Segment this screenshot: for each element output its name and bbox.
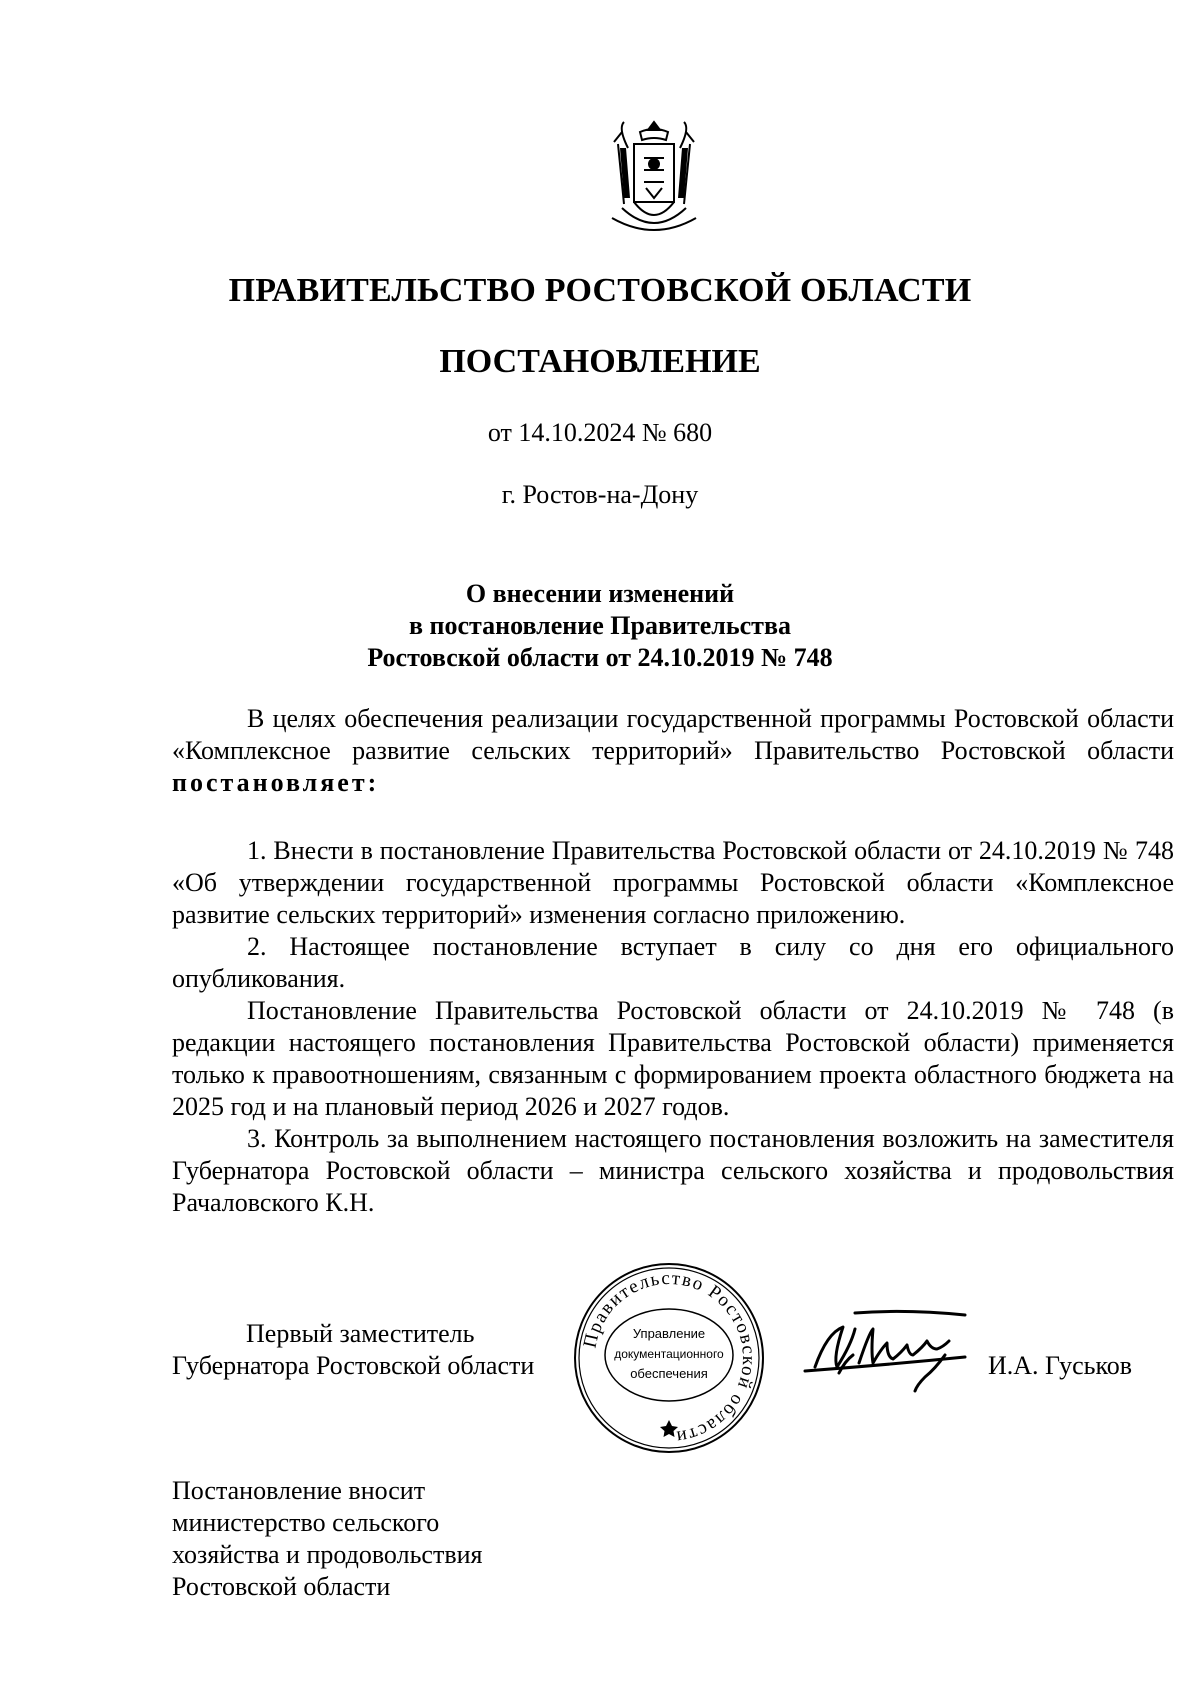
title-line: О внесении изменений	[465, 579, 735, 608]
stamp-inner-line-3: обеспечения	[630, 1366, 708, 1381]
signer-title-line-2: Губернатора Ростовской области	[172, 1351, 535, 1380]
title-line: Ростовской области от 24.10.2019 № 748	[367, 643, 833, 672]
submitted-by-line: министерство сельского	[172, 1508, 440, 1537]
stamp-inner-line-1: Управление	[632, 1326, 706, 1341]
stamp-inner-line-2: документационного	[614, 1347, 724, 1361]
signer-name: И.А. Гуськов	[988, 1351, 1133, 1380]
document-type: ПОСТАНОВЛЕНИЕ	[439, 343, 761, 380]
title-line: в постановление Правительства	[408, 611, 791, 640]
resolves-verb: постановляет:	[172, 768, 380, 797]
document-date-number: от 14.10.2024 № 680	[487, 418, 713, 447]
submitted-by-line: Постановление вносит	[172, 1476, 426, 1505]
stamp-outer-text: Правительство Ростовской области	[579, 1267, 760, 1448]
organization-name: ПРАВИТЕЛЬСТВО РОСТОВСКОЙ ОБЛАСТИ	[228, 272, 972, 309]
signer-title	[172, 1318, 534, 1382]
signer-title-line-1: Первый заместитель	[246, 1319, 475, 1348]
paragraph-2-note: Постановление Правительства Ростовской области от 24.10.2019 № 748 (в редакции настоящего постановления Правительства Ростовской области) применяется только к правоотношениям, связанным с формированием проекта областного бюджета на 2025 год и на плановый период 2026 и 2027 годов.	[172, 996, 1174, 1121]
coat-of-arms-icon	[600, 118, 708, 240]
preamble	[172, 703, 1174, 799]
paragraph-1: 1. Внести в постановление Правительства Ростовской области от 24.10.2019 № 748 «Об утверждении государственной программы Ростовской области «Комплексное развитие сельских территорий» изменения согласно приложению.	[172, 836, 1174, 929]
handwritten-signature-icon	[795, 1305, 975, 1405]
document-city: г. Ростов-на-Дону	[501, 480, 699, 509]
paragraph-2: 2. Настоящее постановление вступает в силу со дня его официального опубликования.	[172, 932, 1174, 993]
submitted-by-line: Ростовской области	[172, 1572, 391, 1601]
submitted-by-line: хозяйства и продовольствия	[172, 1540, 483, 1569]
preamble-text: В целях обеспечения реализации государственной программы Ростовской области «Комплексное развитие сельских территорий» Правительство Ростовской области	[172, 704, 1174, 765]
official-seal-icon	[571, 1260, 767, 1456]
resolution-body	[172, 835, 1174, 1219]
submitted-by	[172, 1475, 482, 1603]
preamble-paragraph	[172, 703, 1174, 799]
document-title	[0, 578, 1200, 674]
paragraph-3: 3. Контроль за выполнением настоящего постановления возложить на заместителя Губернатора Ростовской области – министра сельского хозяйства и продовольствия Рачаловского К.Н.	[172, 1124, 1174, 1217]
